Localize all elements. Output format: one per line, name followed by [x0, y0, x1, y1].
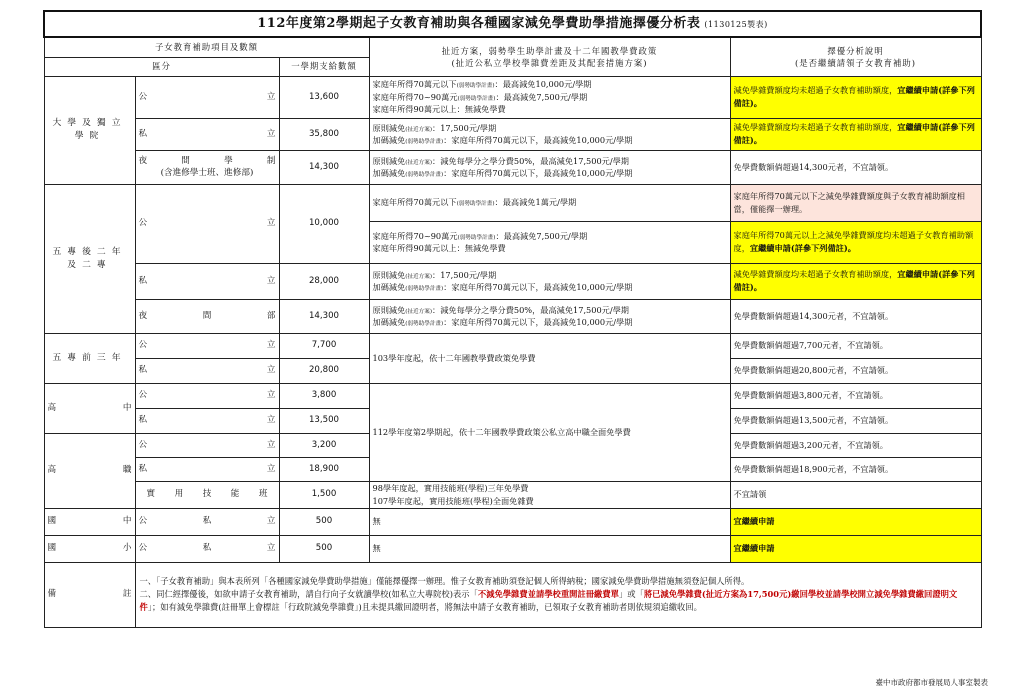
jc5-private-label: 私 立: [135, 263, 279, 299]
jc5-public-advice-b: 家庭年所得70萬元以上之減免學雜費額度均未超過子女教育補助額度，宜繼續申請(詳參下列備註)。: [730, 221, 981, 263]
jc5-night-label: 夜 間 部: [135, 299, 279, 333]
junior-advice: 宜繼續申請: [730, 508, 981, 535]
note-line2: 二、同仁經擇優後，如欲申請子女教育補助，請自行向子女就讀學校(如私立大專院校)表示「不減免學雜費並請學校重開註冊繳費單」或「將已減免學雜費(扯近方案為17,500元)繳回學校並請學校開立減免學雜費繳回證明文件」；如有減免學雜費(註冊單上會標註「行政院減免學雜費」)且未提具繳回證明者，將無法申請子女教育補助，已領取子女教育補助者則依規須追繳收回。: [139, 589, 958, 612]
senior-plan: 112學年度第2學期起，依十二年國教學費政策公私立高中職全面免學費: [369, 383, 730, 481]
header-plans-line2: (扯近公私立學校學雜費差距及其配套措施方案): [451, 57, 648, 68]
univ-night-label: 夜 間 學 制 (含進修學士班、進修部): [135, 150, 279, 184]
header-plans: [369, 37, 730, 76]
voc-private-amount: 18,900: [279, 457, 369, 481]
jc5-public-amount: 10,000: [279, 184, 369, 263]
univ-night-sublabel: (含進修學士班、進修部): [160, 168, 254, 178]
univ-night-advice: 免學費數額倘超過14,300元者，不宜請領。: [730, 150, 981, 184]
high-public-amount: 3,800: [279, 383, 369, 408]
jc5front-private-amount: 20,800: [279, 358, 369, 383]
high-public-advice: 免學費數額倘超過3,800元者，不宜請領。: [730, 383, 981, 408]
note-label: 備 註: [44, 562, 135, 627]
high-private-label: 私 立: [135, 408, 279, 433]
voc-private-label: 私 立: [135, 457, 279, 481]
jc5front-plan: 103學年度起，依十二年國教學費政策免學費: [369, 333, 730, 383]
category-jc5-front: 五專前三年: [44, 333, 135, 383]
jc5-public-advice-a: 家庭年所得70萬元以下之減免學雜費額度與子女教育補助額度相當，僅能擇一辦理。: [730, 184, 981, 221]
univ-private-label: 私 立: [135, 118, 279, 150]
junior-amount: 500: [279, 508, 369, 535]
note-content: [135, 562, 981, 627]
header-advice: [730, 37, 981, 76]
junior-label: 公 私 立: [135, 508, 279, 535]
category-vocational: 高 職: [44, 433, 135, 508]
analysis-table: [43, 10, 982, 628]
title-code: (1130125製表): [704, 19, 768, 29]
jc5front-public-amount: 7,700: [279, 333, 369, 358]
category-junior-college: 五專後二年及二專: [44, 184, 135, 333]
header-advice-line2: (是否繼續請領子女教育補助): [795, 57, 917, 68]
voc-public-advice: 免學費數額倘超過3,200元者，不宜請領。: [730, 433, 981, 457]
univ-night-amount: 14,300: [279, 150, 369, 184]
univ-public-advice: 減免學雜費額度均未超過子女教育補助額度，宜繼續申請(詳參下列備註)。: [730, 76, 981, 118]
category-junior-high: 國 中: [44, 508, 135, 535]
univ-private-advice: 減免學雜費額度均未超過子女教育補助額度，宜繼續申請(詳參下列備註)。: [730, 118, 981, 150]
voc-practical-advice: 不宜請領: [730, 481, 981, 508]
category-university: 大學及獨立學院: [44, 76, 135, 184]
voc-practical-amount: 1,500: [279, 481, 369, 508]
univ-public-label: 公 立: [135, 76, 279, 118]
title-text: 112年度第2學期起子女教育補助與各種國家減免學費助學措施擇優分析表: [257, 15, 701, 31]
voc-public-amount: 3,200: [279, 433, 369, 457]
header-plans-line1: 扯近方案，弱勢學生助學計畫及十二年國教學費政策: [441, 45, 658, 56]
note-line1: 一、「子女教育補助」與本表所列「各種國家減免學費助學措施」僅能擇優擇一辦理。惟子女教育補助須登記個人所得納稅；國家減免學費助學措施無須登記個人所得。: [139, 576, 750, 587]
voc-public-label: 公 立: [135, 433, 279, 457]
header-subsidy-group: 子女教育補助項目及數額: [44, 37, 369, 57]
jc5front-public-advice: 免學費數額倘超過7,700元者，不宜請領。: [730, 333, 981, 358]
analysis-sheet: [43, 10, 980, 628]
jc5-night-plan: 原則減免(扯近方案)：減免每學分之學分費50%，最高減免17,500元/學期 加碼減免(弱勢助學計畫)：家庭年所得70萬元以下，最高減免10,000元/學期: [369, 299, 730, 333]
category-primary: 國 小: [44, 535, 135, 562]
univ-private-plan: 原則減免(扯近方案)：17,500元/學期 加碼減免(弱勢助學計畫)：家庭年所得70萬元以下，最高減免10,000元/學期: [369, 118, 730, 150]
jc5-private-amount: 28,000: [279, 263, 369, 299]
voc-practical-label: 實 用 技 能 班: [135, 481, 279, 508]
jc5-night-amount: 14,300: [279, 299, 369, 333]
jc5-public-plan-b: 家庭年所得70~90萬元(弱勢助學計畫)：最高減免7,500元/學期 家庭年所得90萬元以上：無減免學費: [369, 221, 730, 263]
jc5front-private-label: 私 立: [135, 358, 279, 383]
jc5-night-advice: 免學費數額倘超過14,300元者，不宜請領。: [730, 299, 981, 333]
jc5front-private-advice: 免學費數額倘超過20,800元者，不宜請領。: [730, 358, 981, 383]
jc5-public-plan-a: 家庭年所得70萬元以下(弱勢助學計畫)：最高減免1萬元/學期: [369, 184, 730, 221]
univ-public-amount: 13,600: [279, 76, 369, 118]
table-title: [44, 11, 981, 37]
high-private-advice: 免學費數額倘超過13,500元者，不宜請領。: [730, 408, 981, 433]
voc-private-advice: 免學費數額倘超過18,900元者，不宜請領。: [730, 457, 981, 481]
primary-plan: 無: [369, 535, 730, 562]
univ-night-plan: 原則減免(扯近方案)：減免每學分之學分費50%，最高減免17,500元/學期 加碼減免(弱勢助學計畫)：家庭年所得70萬元以下，最高減免10,000元/學期: [369, 150, 730, 184]
primary-label: 公 私 立: [135, 535, 279, 562]
header-advice-line1: 擇優分析說明: [827, 45, 884, 56]
junior-plan: 無: [369, 508, 730, 535]
header-amount: 一學期支給數額: [279, 57, 369, 76]
jc5front-public-label: 公 立: [135, 333, 279, 358]
category-high-school: 高 中: [44, 383, 135, 433]
high-private-amount: 13,500: [279, 408, 369, 433]
jc5-private-plan: 原則減免(扯近方案)：17,500元/學期 加碼減免(弱勢助學計畫)：家庭年所得70萬元以下，最高減免10,000元/學期: [369, 263, 730, 299]
jc5-private-advice: 減免學雜費額度均未超過子女教育補助額度，宜繼續申請(詳參下列備註)。: [730, 263, 981, 299]
primary-amount: 500: [279, 535, 369, 562]
jc5-public-label: 公 立: [135, 184, 279, 263]
univ-public-plan: 家庭年所得70萬元以下(弱勢助學計畫)：最高減免10,000元/學期 家庭年所得70~90萬元(弱勢助學計畫)：最高減免7,500元/學期 家庭年所得90萬元以上：無減免學費: [369, 76, 730, 118]
voc-practical-plan: 98學年度起，實用技能班(學程)三年免學費 107學年度起，實用技能班(學程)全面免雜費: [369, 481, 730, 508]
univ-private-amount: 35,800: [279, 118, 369, 150]
footer-credit: 臺中市政府都市發展局人事室製表: [875, 678, 988, 687]
primary-advice: 宜繼續申請: [730, 535, 981, 562]
high-public-label: 公 立: [135, 383, 279, 408]
header-category: 區分: [44, 57, 279, 76]
